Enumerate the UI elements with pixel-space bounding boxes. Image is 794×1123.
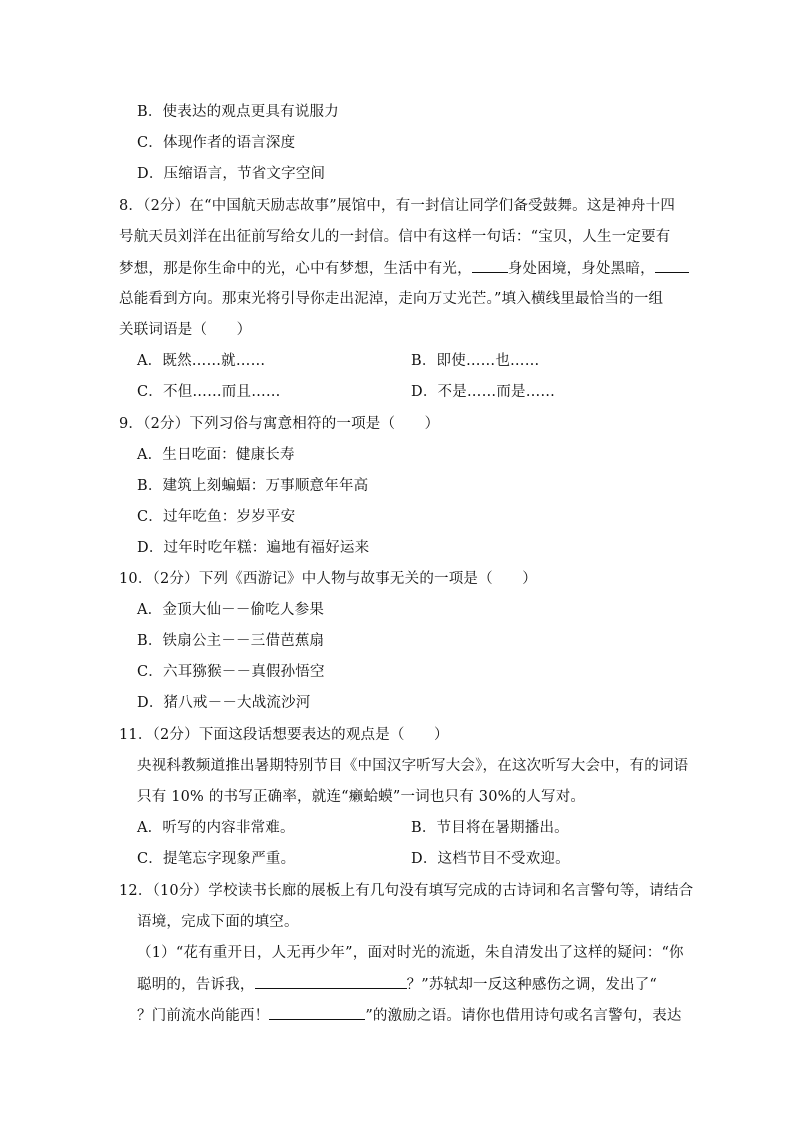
q12-stem-line1: 12．（10分）学校读书长廊的展板上有几句没有填写完成的古诗词和名言警句等，请结合 (119, 883, 694, 899)
q12-part1-line3 (137, 1005, 682, 1026)
q7-option-b: B．使表达的观点更具有说服力 (137, 104, 339, 120)
q10-option-b: B．铁扇公主－－三借芭蕉扇 (137, 633, 325, 649)
q12-blank-1[interactable] (255, 974, 407, 989)
q11-option-a: A．听写的内容非常难。 (137, 820, 295, 836)
q8-option-a: A．既然……就…… (137, 353, 266, 369)
q8-line3-text: 梦想，那是你生命中的光，心中有梦想，生活中有光， (119, 261, 472, 277)
q8-stem-line2: 号航天员刘洋在出征前写给女儿的一封信。信中有这样一句话：“宝贝，人生一定要有 (119, 229, 671, 245)
q8-stem-line4: 总能看到方向。那束光将引导你走出泥淖，走向万丈光芒。”填入横线里最恰当的一组 (119, 291, 664, 307)
q8-blank-1[interactable] (472, 258, 508, 273)
q12-part1-line1: （1）“花有重开日，人无再少年”，面对时光的流逝，朱自清发出了这样的疑问：“你 (137, 945, 684, 961)
q8-stem-line3 (119, 258, 689, 279)
q11-option-b: B．节目将在暑期播出。 (411, 820, 569, 836)
q11-stem: 11．（2分）下面这段话想要表达的观点是（ ） (119, 727, 449, 743)
q10-option-d: D．猪八戒－－大战流沙河 (137, 695, 311, 711)
q9-option-c: C．过年吃鱼：岁岁平安 (137, 509, 296, 525)
q7-option-d: D．压缩语言，节省文字空间 (137, 166, 326, 182)
q10-option-a: A．金顶大仙－－偷吃人参果 (137, 602, 325, 618)
q8-stem-line1: 8．（2分）在“中国航天励志故事”展馆中，有一封信让同学们备受鼓舞。这是神舟十四 (119, 198, 676, 214)
q8-stem-line5: 关联词语是（ ） (119, 322, 252, 338)
q12-part1-line2 (137, 974, 657, 995)
q8-blank-2[interactable] (655, 258, 689, 273)
q9-stem: 9．（2分）下列习俗与寓意相符的一项是（ ） (119, 416, 440, 432)
q7-option-c: C．体现作者的语言深度 (137, 135, 296, 151)
q11-option-c: C．提笔忘字现象严重。 (137, 851, 296, 867)
q12-line5-text: ？门前流水尚能西！ (137, 1008, 270, 1024)
q11-passage-line2: 只有 10% 的书写正确率，就连“癞蛤蟆”一词也只有 30%的人写对。 (137, 789, 586, 805)
q10-option-c: C．六耳猕猴－－真假孙悟空 (137, 664, 325, 680)
q8-option-c: C．不但……而且…… (137, 384, 281, 400)
q10-stem: 10．（2分）下列《西游记》中人物与故事无关的一项是（ ） (119, 571, 537, 587)
q9-option-a: A．生日吃面：健康长寿 (137, 447, 295, 463)
q12-stem-line2: 语境，完成下面的填空。 (137, 914, 299, 930)
q9-option-b: B．建筑上刻蝙蝠：万事顺意年年高 (137, 478, 369, 494)
q12-blank-2[interactable] (269, 1005, 365, 1020)
q8-option-d: D．不是……而是…… (411, 384, 556, 400)
q11-option-d: D．这档节目不受欢迎。 (411, 851, 570, 867)
q8-option-b: B．即使……也…… (411, 353, 540, 369)
q8-line3-text-2: 身处困境，身处黑暗， (507, 261, 655, 277)
q12-line5-text-2: ”的激励之语。请你也借用诗句或名言警句，表达 (365, 1008, 682, 1024)
q11-passage-line1: 央视科教频道推出暑期特别节目《中国汉字听写大会》，在这次听写大会中，有的词语 (137, 758, 689, 774)
q12-line4-text-2: ？”苏轼却一反这种感伤之调，发出了“ (406, 977, 658, 993)
q12-line4-text: 聪明的，告诉我， (137, 977, 255, 993)
q9-option-d: D．过年时吃年糕：遍地有福好运来 (137, 540, 370, 556)
